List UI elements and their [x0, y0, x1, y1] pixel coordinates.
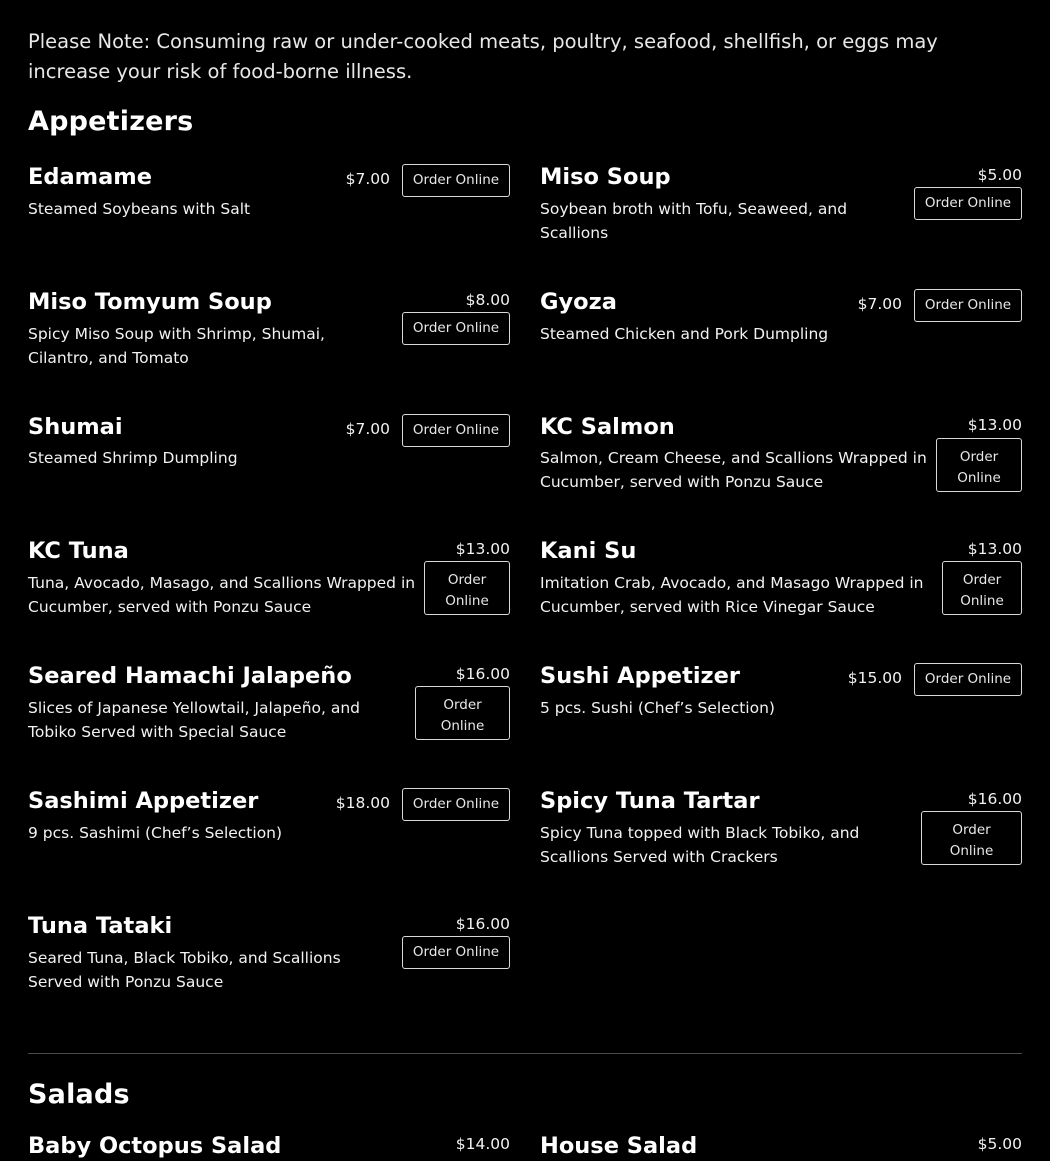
item-name: House Salad — [540, 1133, 698, 1159]
order-online-button[interactable] — [424, 561, 510, 615]
item-name: Kani Su — [540, 538, 637, 564]
menu-item-kani-su — [540, 536, 1022, 646]
item-name: Baby Octopus Salad — [28, 1133, 282, 1159]
item-price: $5.00 — [977, 166, 1022, 184]
item-description: Steamed Soybeans with Salt — [28, 200, 251, 218]
order-online-button[interactable] — [921, 811, 1022, 865]
item-name: Seared Hamachi Jalapeño — [28, 663, 352, 689]
order-label-line1: Order — [443, 696, 482, 713]
item-name: Miso Tomyum Soup — [28, 289, 272, 315]
item-description: Tuna, Avocado, Masago, and Scallions Wrapped in Cucumber, served with Ponzu Sauce — [28, 574, 416, 616]
item-description: Seared Tuna, Black Tobiko, and Scallions Served with Ponzu Sauce — [28, 949, 341, 991]
menu-item-edamame — [28, 162, 510, 272]
item-name: Spicy Tuna Tartar — [540, 788, 760, 814]
item-price: $7.00 — [345, 420, 390, 438]
item-price: $13.00 — [967, 416, 1022, 434]
item-price: $7.00 — [857, 295, 902, 313]
item-description: 9 pcs. Sashimi (Chef’s Selection) — [28, 824, 283, 842]
item-name: Edamame — [28, 164, 152, 190]
item-price: $18.00 — [335, 794, 390, 812]
order-online-button[interactable] — [942, 561, 1022, 615]
order-online-button[interactable] — [936, 438, 1022, 492]
section-divider — [28, 1053, 1022, 1054]
menu-item-sushi-appetizer — [540, 661, 1022, 771]
section-title-salads: Salads — [28, 1079, 130, 1110]
order-online-button[interactable]: Order Online — [914, 289, 1022, 322]
order-online-button[interactable]: Order Online — [402, 936, 510, 969]
food-safety-notice: Please Note: Consuming raw or under-cooked meats, poultry, seafood, shellfish, or eggs may increase your risk of food-borne illness. — [28, 29, 938, 83]
order-online-button[interactable] — [415, 686, 510, 740]
item-price: $8.00 — [465, 291, 510, 309]
order-online-button[interactable]: Order Online — [402, 164, 510, 197]
item-price: $16.00 — [455, 665, 510, 683]
item-description: Spicy Miso Soup with Shrimp, Shumai, Cilantro, and Tomato — [28, 325, 325, 367]
item-name: Miso Soup — [540, 164, 671, 190]
order-label-line1: Order — [959, 448, 999, 465]
order-label-line2: Online — [960, 592, 1004, 609]
menu-item-house-salad — [540, 1131, 1022, 1159]
order-online-button[interactable]: Order Online — [914, 187, 1022, 220]
item-price: $5.00 — [977, 1135, 1022, 1153]
item-name: KC Salmon — [540, 414, 675, 440]
item-description: Steamed Chicken and Pork Dumpling — [540, 325, 829, 343]
menu-item-kc-tuna — [28, 536, 510, 646]
item-description: Steamed Shrimp Dumpling — [28, 449, 238, 467]
item-name: KC Tuna — [28, 538, 129, 564]
item-price: $16.00 — [967, 790, 1022, 808]
menu-item-gyoza — [540, 287, 1022, 397]
item-description: Imitation Crab, Avocado, and Masago Wrapped in Cucumber, served with Rice Vinegar Sauce — [540, 574, 924, 616]
menu-item-sashimi-appetizer — [28, 786, 510, 896]
menu-item-seared-hamachi-jalapeno — [28, 661, 510, 771]
item-price: $13.00 — [455, 540, 510, 558]
order-online-button[interactable]: Order Online — [402, 414, 510, 447]
order-label-line2: Online — [949, 842, 994, 859]
item-description: Slices of Japanese Yellowtail, Jalapeño, and Tobiko Served with Special Sauce — [28, 699, 361, 741]
menu-item-spicy-tuna-tartar — [540, 786, 1022, 896]
item-name: Sashimi Appetizer — [28, 788, 259, 814]
menu-item-shumai — [28, 412, 510, 522]
item-name: Sushi Appetizer — [540, 663, 740, 689]
item-description: Spicy Tuna topped with Black Tobiko, and Scallions Served with Crackers — [540, 824, 860, 866]
item-description: 5 pcs. Sushi (Chef’s Selection) — [540, 699, 775, 717]
item-price: $16.00 — [455, 915, 510, 933]
item-price: $15.00 — [847, 669, 902, 687]
item-name: Gyoza — [540, 289, 617, 315]
order-online-button[interactable]: Order Online — [914, 663, 1022, 696]
menu-item-miso-tomyum-soup — [28, 287, 510, 397]
menu-item-miso-soup — [540, 162, 1022, 272]
order-label-line1: Order — [447, 571, 487, 588]
item-price: $13.00 — [967, 540, 1022, 558]
order-label-line1: Order — [952, 821, 991, 838]
item-name: Tuna Tataki — [28, 913, 173, 939]
menu-item-kc-salmon — [540, 412, 1022, 522]
order-online-button[interactable]: Order Online — [402, 788, 510, 821]
menu-item-baby-octopus-salad — [28, 1131, 510, 1159]
item-price: $14.00 — [455, 1135, 510, 1153]
item-description: Soybean broth with Tofu, Seaweed, and Scallions — [540, 200, 848, 242]
item-name: Shumai — [28, 414, 123, 440]
item-price: $7.00 — [345, 170, 390, 188]
order-label-line1: Order — [962, 571, 1002, 588]
order-label-line2: Online — [440, 717, 485, 734]
item-description: Salmon, Cream Cheese, and Scallions Wrapped in Cucumber, served with Ponzu Sauce — [540, 449, 927, 491]
menu-item-tuna-tataki — [28, 911, 510, 1021]
order-label-line2: Online — [957, 469, 1001, 486]
order-online-button[interactable]: Order Online — [402, 312, 510, 345]
order-label-line2: Online — [445, 592, 489, 609]
section-title-appetizers: Appetizers — [28, 106, 194, 137]
